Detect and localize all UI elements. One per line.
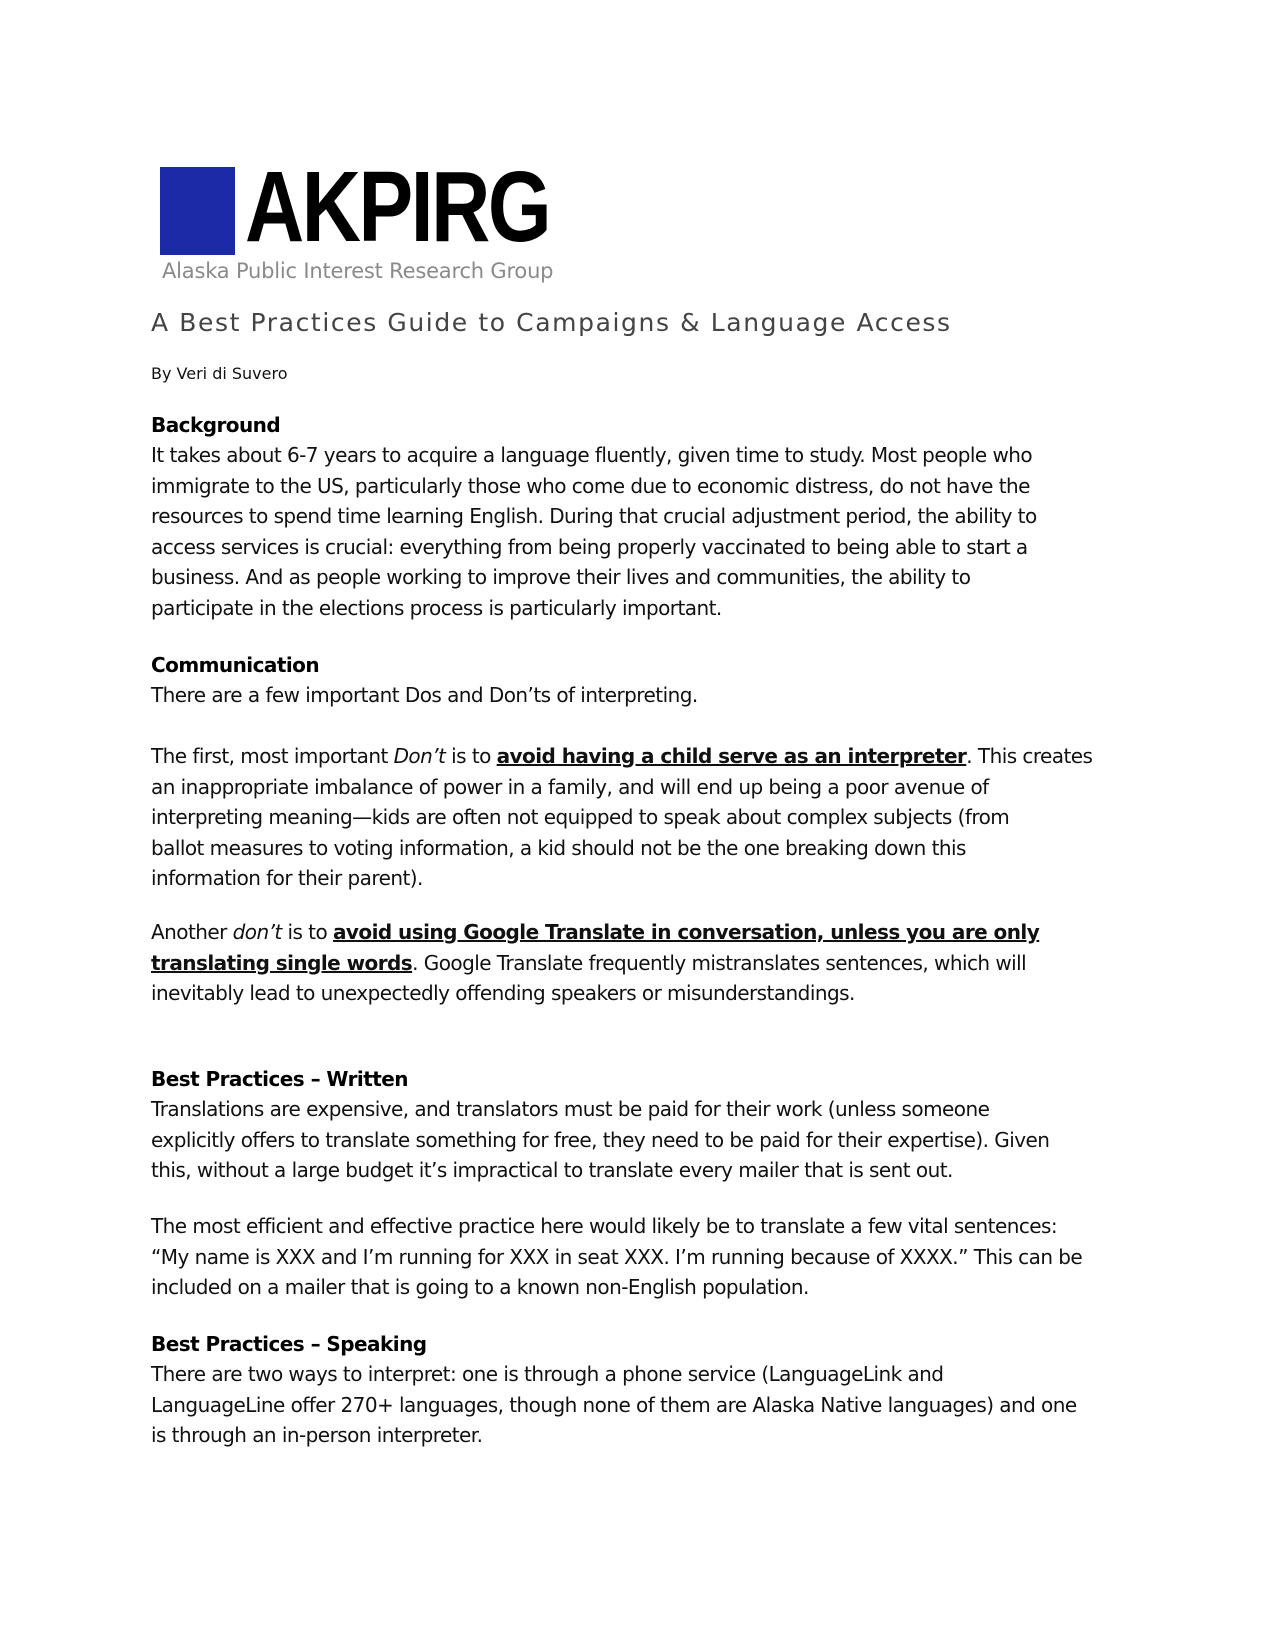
paragraph-line: “My name is XXX and I’m running for XXX in seat XXX. I’m running because of XXXX.” This can be bbox=[151, 1244, 1083, 1269]
paragraph-line: resources to spend time learning English. During that crucial adjustment period, the ability to bbox=[151, 504, 1037, 528]
logo-subtitle: Alaska Public Interest Research Group bbox=[162, 259, 554, 283]
emphasis-underline: translating single words bbox=[151, 950, 413, 975]
paragraph-line bbox=[151, 917, 1151, 948]
heading-communication: Communication bbox=[151, 653, 320, 677]
byline: By Veri di Suvero bbox=[151, 364, 288, 383]
text-run: is to bbox=[445, 744, 497, 768]
text-run: . Google Translate frequently mistranslates sentences, which will bbox=[412, 950, 1027, 975]
logo-wordmark: AKPIRG bbox=[245, 151, 550, 263]
akpirg-logo bbox=[160, 151, 565, 288]
heading-written: Best Practices – Written bbox=[151, 1067, 408, 1091]
paragraph-line: There are two ways to interpret: one is through a phone service (LanguageLink and bbox=[151, 1362, 944, 1386]
paragraph-line: access services is crucial: everything from being properly vaccinated to being able to start a bbox=[151, 534, 1028, 559]
paragraph-line: inevitably lead to unexpectedly offending speakers or misunderstandings. bbox=[151, 981, 855, 1005]
paragraph-line: ballot measures to voting information, a kid should not be the one breaking down this bbox=[151, 835, 966, 860]
text-run: The first, most important bbox=[151, 744, 394, 768]
text-run: Another bbox=[151, 920, 233, 944]
heading-speaking: Best Practices – Speaking bbox=[151, 1332, 427, 1356]
paragraph-line: information for their parent). bbox=[151, 866, 423, 890]
paragraph-line bbox=[151, 741, 1151, 772]
italic-run: Don’t bbox=[393, 744, 446, 768]
text-run: is to bbox=[281, 920, 333, 944]
paragraph-line: this, without a large budget it’s impractical to translate every mailer that is sent out. bbox=[151, 1158, 953, 1182]
emphasis-underline: avoid having a child serve as an interpreter bbox=[496, 744, 967, 768]
google-translate-paragraph bbox=[151, 917, 1151, 1009]
paragraph-line: The most efficient and effective practice here would likely be to translate a few vital sentences: bbox=[151, 1214, 1058, 1238]
child-interpreter-paragraph bbox=[151, 741, 1151, 894]
paragraph-line: included on a mailer that is going to a known non-English population. bbox=[151, 1275, 809, 1299]
written-paragraph-1 bbox=[151, 1094, 1151, 1186]
paragraph-line: is through an in-person interpreter. bbox=[151, 1423, 483, 1447]
paragraph-line: It takes about 6-7 years to acquire a language fluently, given time to study. Most people who bbox=[151, 443, 1033, 467]
italic-run: don’t bbox=[232, 920, 282, 944]
paragraph-line: an inappropriate imbalance of power in a family, and will end up being a poor avenue of bbox=[151, 774, 989, 799]
emphasis-underline: avoid using Google Translate in conversation, unless you are only bbox=[332, 920, 1040, 944]
background-paragraph bbox=[151, 440, 1151, 623]
written-paragraph-2 bbox=[151, 1211, 1151, 1303]
paragraph-line: business. And as people working to improve their lives and communities, the ability to bbox=[151, 565, 971, 589]
paragraph-line: immigrate to the US, particularly those who come due to economic distress, do not have the bbox=[151, 473, 1030, 498]
paragraph-line: LanguageLine offer 270+ languages, though none of them are Alaska Native languages) and one bbox=[151, 1392, 1077, 1417]
logo-blue-square bbox=[160, 167, 235, 255]
paragraph-line: participate in the elections process is particularly important. bbox=[151, 595, 722, 620]
paragraph-line: interpreting meaning—kids are often not equipped to speak about complex subjects (from bbox=[151, 805, 1010, 829]
heading-background: Background bbox=[151, 413, 281, 437]
communication-intro bbox=[151, 680, 1151, 711]
paragraph-line: explicitly offers to translate something for free, they need to be paid for their expertise). Given bbox=[151, 1127, 1050, 1152]
paragraph-line: There are a few important Dos and Don’ts of interpreting. bbox=[151, 683, 698, 707]
paragraph-line bbox=[151, 948, 1151, 979]
text-run: . This creates bbox=[966, 744, 1093, 768]
paragraph-line: Translations are expensive, and translators must be paid for their work (unless someone bbox=[151, 1097, 990, 1121]
document-title: A Best Practices Guide to Campaigns & Language Access bbox=[151, 308, 952, 337]
speaking-paragraph bbox=[151, 1359, 1151, 1451]
